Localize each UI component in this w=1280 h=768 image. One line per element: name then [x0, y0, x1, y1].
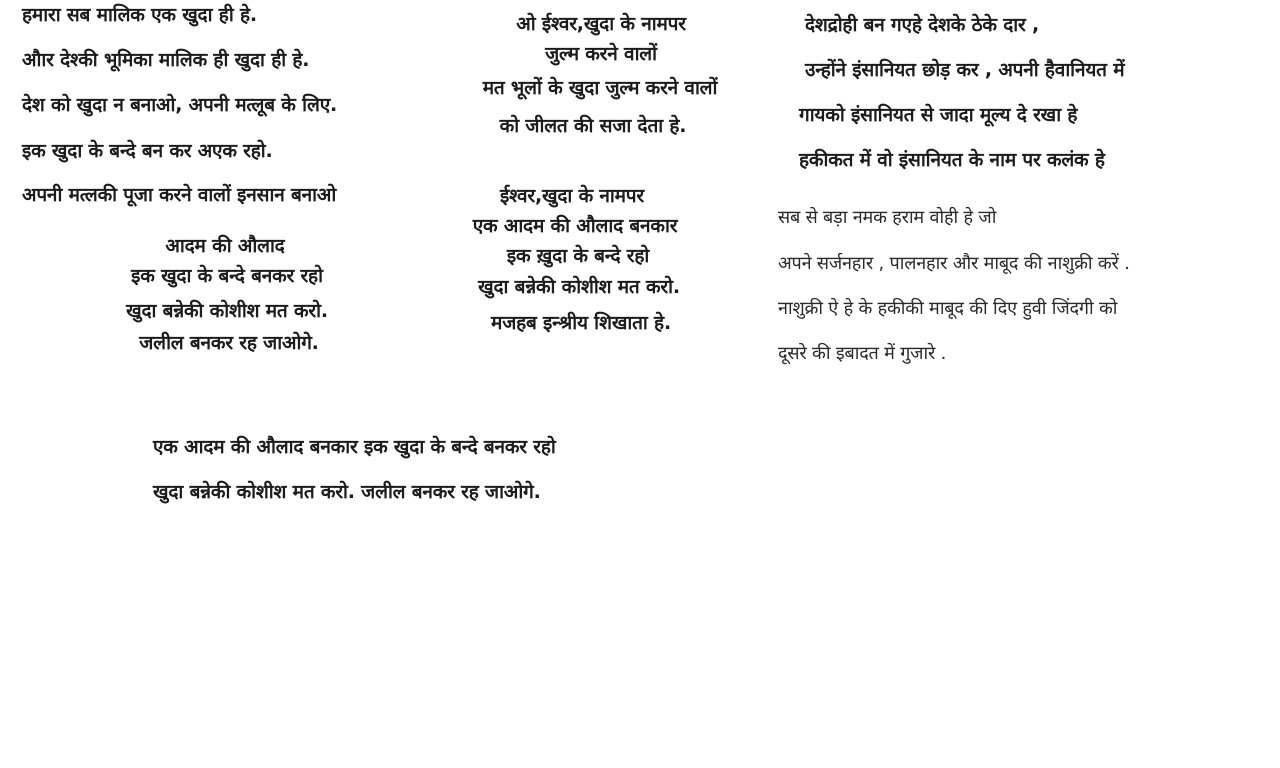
text-line: एक आदम की औलाद बनकार	[472, 215, 678, 237]
text-line: इक खुदा के बन्दे बन कर अएक रहो.	[22, 140, 273, 162]
text-line: ओ ईश्वर,खुदा के नामपर	[516, 13, 686, 35]
text-line: अपनी मत्लकी पूजा करने वालों इनसान बनाओ	[22, 184, 337, 206]
text-line: खुदा बन्नेकी कोशीश मत करो.	[478, 276, 680, 298]
text-line: औार देश्की भूमिका मालिक ही खुदा ही हे.	[22, 49, 310, 71]
text-line: देश को खुदा न बनाओ, अपनी मत्लूब के लिए.	[22, 94, 338, 116]
text-line: सब से बड़ा नमक हराम वोही हे जो	[778, 207, 997, 228]
text-line: इक खुदा के बन्दे बनकर रहो	[131, 265, 323, 287]
text-line: मजहब इन्श्रीय शिखाता हे.	[491, 312, 671, 334]
text-line: मत भूलों के खुदा जुल्म करने वालों	[482, 77, 718, 99]
text-line: अपने सर्जनहार , पालनहार और माबूद की नाशुक्री करें .	[778, 253, 1130, 274]
text-line: एक आदम की औलाद बनकार इक खुदा के बन्दे बनकर रहो	[153, 436, 556, 458]
text-line: हकीकत में वो इंसानियत के नाम पर कलंक हे	[799, 149, 1105, 171]
text-line: नाशुक्री ऐ हे के हकीकी माबूद की दिए हुवी जिंदगी को	[778, 298, 1118, 319]
text-line: खुदा बन्नेकी कोशीश मत करो.	[126, 300, 328, 322]
text-line: उन्होंने इंसानियत छोड़ कर , अपनी हैवानियत में	[805, 59, 1125, 81]
text-line: जुल्म करने वालों	[545, 43, 657, 65]
text-line: को जीलत की सजा देता हे.	[499, 115, 687, 137]
text-line: गायको इंसानियत से जादा मूल्य दे रखा हे	[799, 104, 1078, 126]
text-line: ईश्वर,खुदा के नामपर	[500, 185, 644, 207]
text-line: दूसरे की इबादत में गुजारे .	[778, 343, 947, 364]
text-line: आदम की औलाद	[165, 235, 285, 257]
text-line: हमारा सब मालिक एक खुदा ही हे.	[22, 4, 257, 26]
text-line: जलील बनकर रह जाओगे.	[139, 332, 319, 354]
text-line: इक ख़ुदा के बन्दे रहो	[506, 245, 650, 267]
text-line: देशद्रोही बन गएहे देशके ठेके दार ,	[805, 14, 1040, 36]
text-line: खुदा बन्नेकी कोशीश मत करो. जलील बनकर रह जाओगे.	[153, 481, 541, 503]
